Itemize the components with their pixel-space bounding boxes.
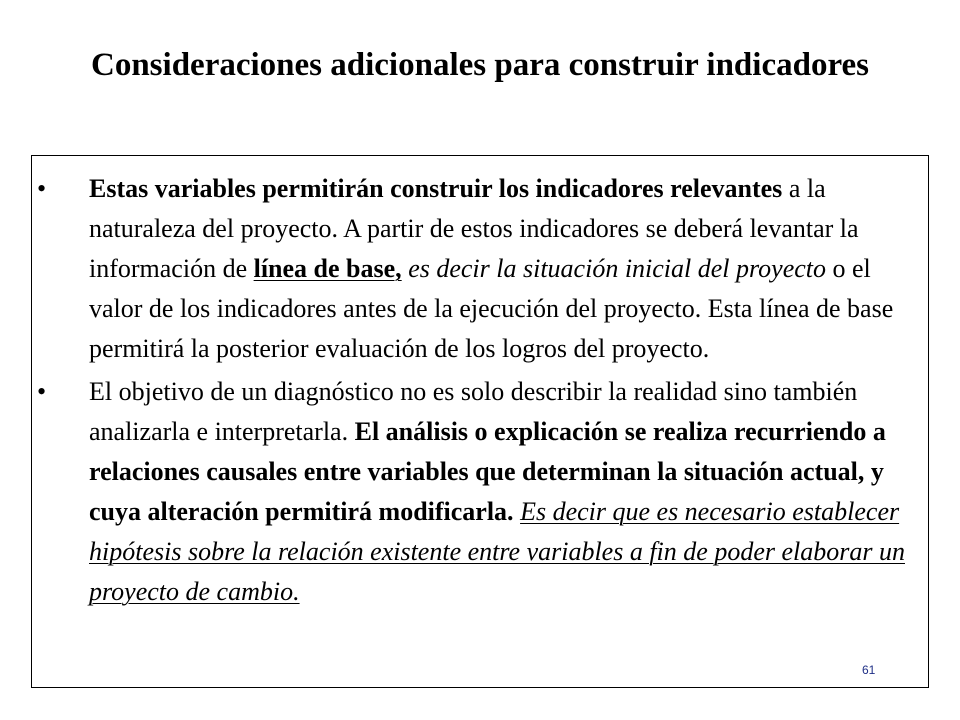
bullet-text <box>89 174 893 363</box>
slide-title: Consideraciones adicionales para construir indicadores <box>91 47 869 83</box>
text-segment: Estas variables permitirán construir los indicadores relevantes <box>89 174 783 203</box>
text-segment: El objetivo de un diagnóstico no es solo describir la realidad sino también analizarla e interpretarla. <box>89 377 858 446</box>
text-segment: o el valor de los indicadores antes de la ejecución del proyecto. Esta línea de base permitirá la posterior evaluación de los logros del proyecto. <box>89 254 894 363</box>
content-box <box>31 155 929 688</box>
bullet-icon: • <box>37 377 47 406</box>
text-segment: a la naturaleza del proyecto. A partir de estos indicadores se deberá levantar la información de <box>89 174 859 283</box>
bullet-icon: • <box>37 174 47 203</box>
text-segment: línea de base, <box>253 254 402 283</box>
bullet-text <box>89 377 905 606</box>
bullet-item <box>32 169 930 369</box>
bullet-list <box>32 169 930 612</box>
text-segment: Es decir que es necesario establecer hipótesis sobre la relación existente entre variables a fin de poder elaborar un proyecto de cambio. <box>89 497 905 606</box>
page-number: 61 <box>862 663 876 677</box>
bullet-item <box>32 372 930 612</box>
text-segment: es decir la situación inicial del proyecto <box>408 254 827 283</box>
text-segment: El análisis o explicación se realiza recurriendo a relaciones causales entre variables que determinan la situación actual, y cuya alteración permitirá modificarla. <box>89 417 886 526</box>
